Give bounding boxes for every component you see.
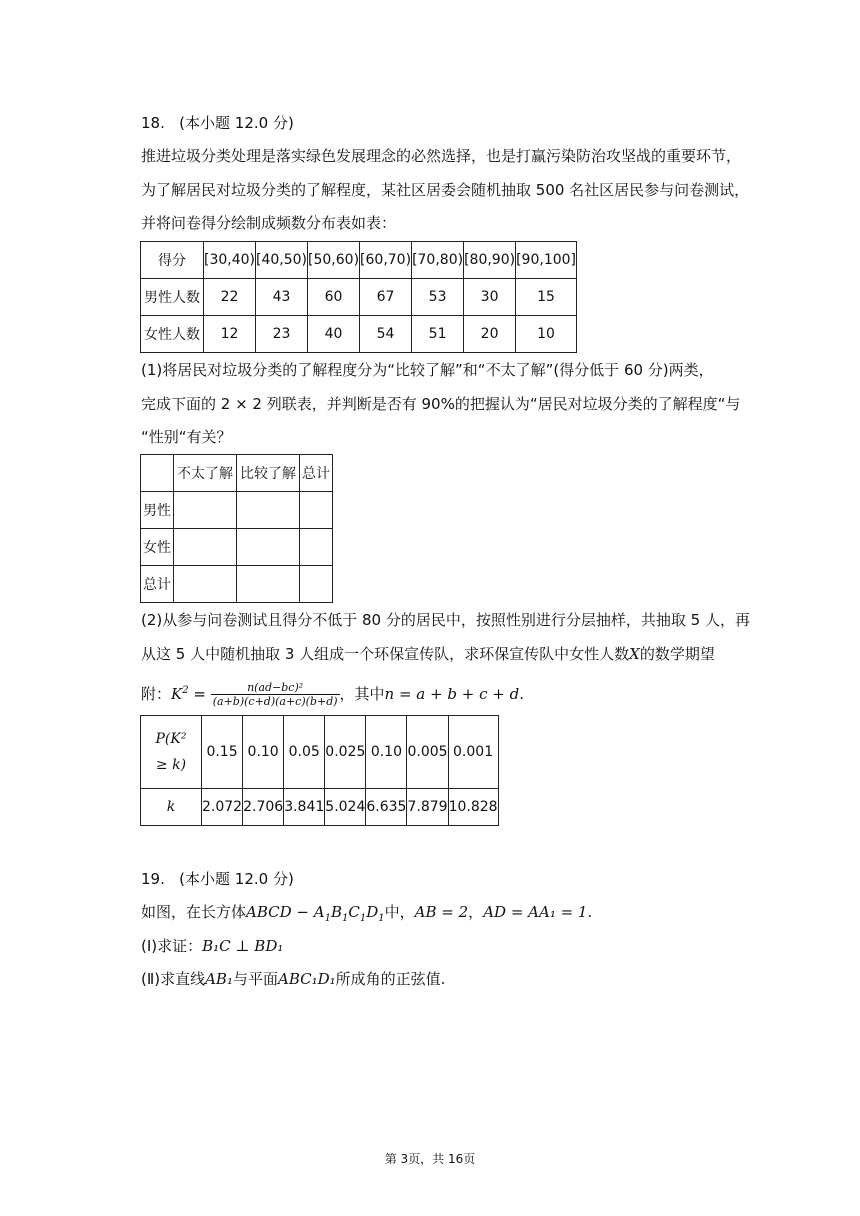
table-cell: 51 [412, 316, 464, 353]
table-cell: 男性 [141, 492, 174, 529]
table-cell: 2.706 [243, 789, 284, 826]
cuboid-name: ABCD − $A_1B_1C_1D_1$ [246, 903, 385, 924]
table-cell: [70,80) [412, 242, 464, 279]
table-row [141, 279, 577, 316]
table-row [141, 529, 333, 566]
critical-value-table [140, 715, 499, 826]
table-cell: 总计 [141, 566, 174, 603]
text-span: 如图，在长方体 [141, 903, 247, 921]
text-span: ， [468, 903, 484, 921]
table-cell [237, 566, 300, 603]
table-cell: 3.841 [284, 789, 325, 826]
table-row [141, 316, 577, 353]
table-cell-label [141, 716, 202, 789]
table-cell: 0.10 [243, 716, 284, 789]
table-cell: 女性人数 [141, 316, 204, 353]
q18-part1-line-3: “性别“有关？ [141, 428, 232, 446]
table-cell: [40,50) [256, 242, 308, 279]
table-cell: 53 [412, 279, 464, 316]
perpendicular-expression: B₁C ⊥ BD₁ [202, 937, 284, 955]
table-row [141, 566, 333, 603]
q18-text-line-3: 并将问卷得分绘制成频数分布表如表： [141, 214, 397, 232]
table-cell: [60,70) [360, 242, 412, 279]
table-cell: 不太了解 [174, 455, 237, 492]
n-expression: n = a + b + c + d [384, 685, 520, 703]
table-row [141, 716, 499, 789]
table-cell: 30 [464, 279, 516, 316]
text-span: . [519, 685, 524, 703]
table-cell: 7.879 [407, 789, 448, 826]
table-cell: 2.072 [202, 789, 243, 826]
label-line-2: ≥ k) [155, 757, 187, 773]
table-cell: 12 [204, 316, 256, 353]
q18-text-line-1: 推进垃圾分类处理是落实绿色发展理念的必然选择，也是打赢污染防治攻坚战的重要环节， [141, 147, 742, 165]
table-cell: 10 [516, 316, 577, 353]
k-squared-fraction [211, 681, 340, 708]
table-cell: 0.15 [202, 716, 243, 789]
fraction-denominator: (a+b)(c+d)(a+c)(b+d) [212, 695, 338, 708]
text-span: 所成角的正弦值. [335, 970, 446, 988]
table-cell: 10.828 [448, 789, 498, 826]
table-cell [174, 529, 237, 566]
q18-text-line-2: 为了解居民对垃圾分类的了解程度，某社区居委会随机抽取 500 名社区居民参与问卷测试， [141, 181, 750, 199]
table-cell: 15 [516, 279, 577, 316]
table-cell [237, 492, 300, 529]
table-cell: 0.025 [325, 716, 366, 789]
ad-value: AD = AA₁ = 1 [483, 903, 588, 921]
q18-appendix-formula [141, 680, 524, 708]
table-cell: 54 [360, 316, 412, 353]
table-cell-label: k [141, 789, 202, 826]
table-cell: 0.10 [366, 716, 407, 789]
variable-x: X [629, 645, 640, 663]
table-cell [141, 455, 174, 492]
text-span: (Ⅰ)求证： [141, 937, 203, 955]
table-cell: [30,40) [204, 242, 256, 279]
table-cell: 比较了解 [237, 455, 300, 492]
table-cell [300, 529, 333, 566]
table-cell: 女性 [141, 529, 174, 566]
table-cell [174, 566, 237, 603]
table-cell: 23 [256, 316, 308, 353]
appendix-prefix: 附： [141, 685, 172, 703]
table-cell [174, 492, 237, 529]
text-span: ，其中 [339, 685, 385, 703]
text-span: 从这 5 人中随机抽取 3 人组成一个环保宣传队，求环保宣传队中女性人数 [141, 645, 630, 663]
contingency-table [140, 454, 333, 603]
table-cell: 43 [256, 279, 308, 316]
q19-text-line-1 [141, 902, 592, 922]
table-cell: 0.05 [284, 716, 325, 789]
text-span: 中， [384, 903, 415, 921]
table-cell [237, 529, 300, 566]
table-cell [300, 566, 333, 603]
fraction-numerator: n(ad−bc)² [211, 681, 340, 695]
table-cell: 20 [464, 316, 516, 353]
q18-part2-line-2 [141, 644, 715, 664]
table-cell [300, 492, 333, 529]
k-letter: K [171, 685, 183, 703]
table-cell: 0.001 [448, 716, 498, 789]
k-squared-symbol: $K^2$ [171, 685, 189, 703]
text-span: . [587, 903, 593, 921]
table-cell: [80,90) [464, 242, 516, 279]
equals: = [188, 685, 211, 703]
table-cell: [50,60) [308, 242, 360, 279]
label-line-1: P(K² [155, 731, 187, 747]
table-cell: 6.635 [366, 789, 407, 826]
table-cell: 总计 [300, 455, 333, 492]
text-span: (Ⅱ)求直线 [141, 970, 206, 988]
q19-part1 [141, 936, 283, 956]
q18-part1-line-1: (1)将居民对垃圾分类的了解程度分为“比较了解”和“不太了解”(得分低于 60 分)两类， [141, 361, 714, 379]
table-row [141, 789, 499, 826]
page-footer: 第 3页，共 16页 [384, 1152, 476, 1166]
table-cell: 男性人数 [141, 279, 204, 316]
table-row [141, 492, 333, 529]
table-header-row [141, 455, 333, 492]
frequency-table [140, 241, 577, 353]
q19-part2 [141, 969, 445, 989]
table-cell: 60 [308, 279, 360, 316]
table-cell: 22 [204, 279, 256, 316]
table-cell: [90,100] [516, 242, 577, 279]
table-cell: 5.024 [325, 789, 366, 826]
line-ab1: AB₁ [205, 970, 233, 988]
q18-part1-line-2: 完成下面的 2 × 2 列联表，并判断是否有 90%的把握认为“居民对垃圾分类的了解程度“与 [141, 395, 741, 413]
q18-part2-line-1: (2)从参与问卷测试且得分不低于 80 分的居民中，按照性别进行分层抽样，共抽取 5 人，再 [141, 611, 750, 629]
table-cell: 40 [308, 316, 360, 353]
text-span: 与平面 [232, 970, 278, 988]
plane-abc1d1: ABC₁D₁ [277, 970, 336, 988]
table-cell: 得分 [141, 242, 204, 279]
q19-heading: 19. (本小题 12.0 分) [141, 870, 294, 888]
table-cell: 0.005 [407, 716, 448, 789]
ab-value: AB = 2 [414, 903, 469, 921]
q18-heading: 18. (本小题 12.0 分) [141, 114, 294, 132]
text-span: 的数学期望 [639, 645, 715, 663]
table-header-row [141, 242, 577, 279]
table-cell: 67 [360, 279, 412, 316]
